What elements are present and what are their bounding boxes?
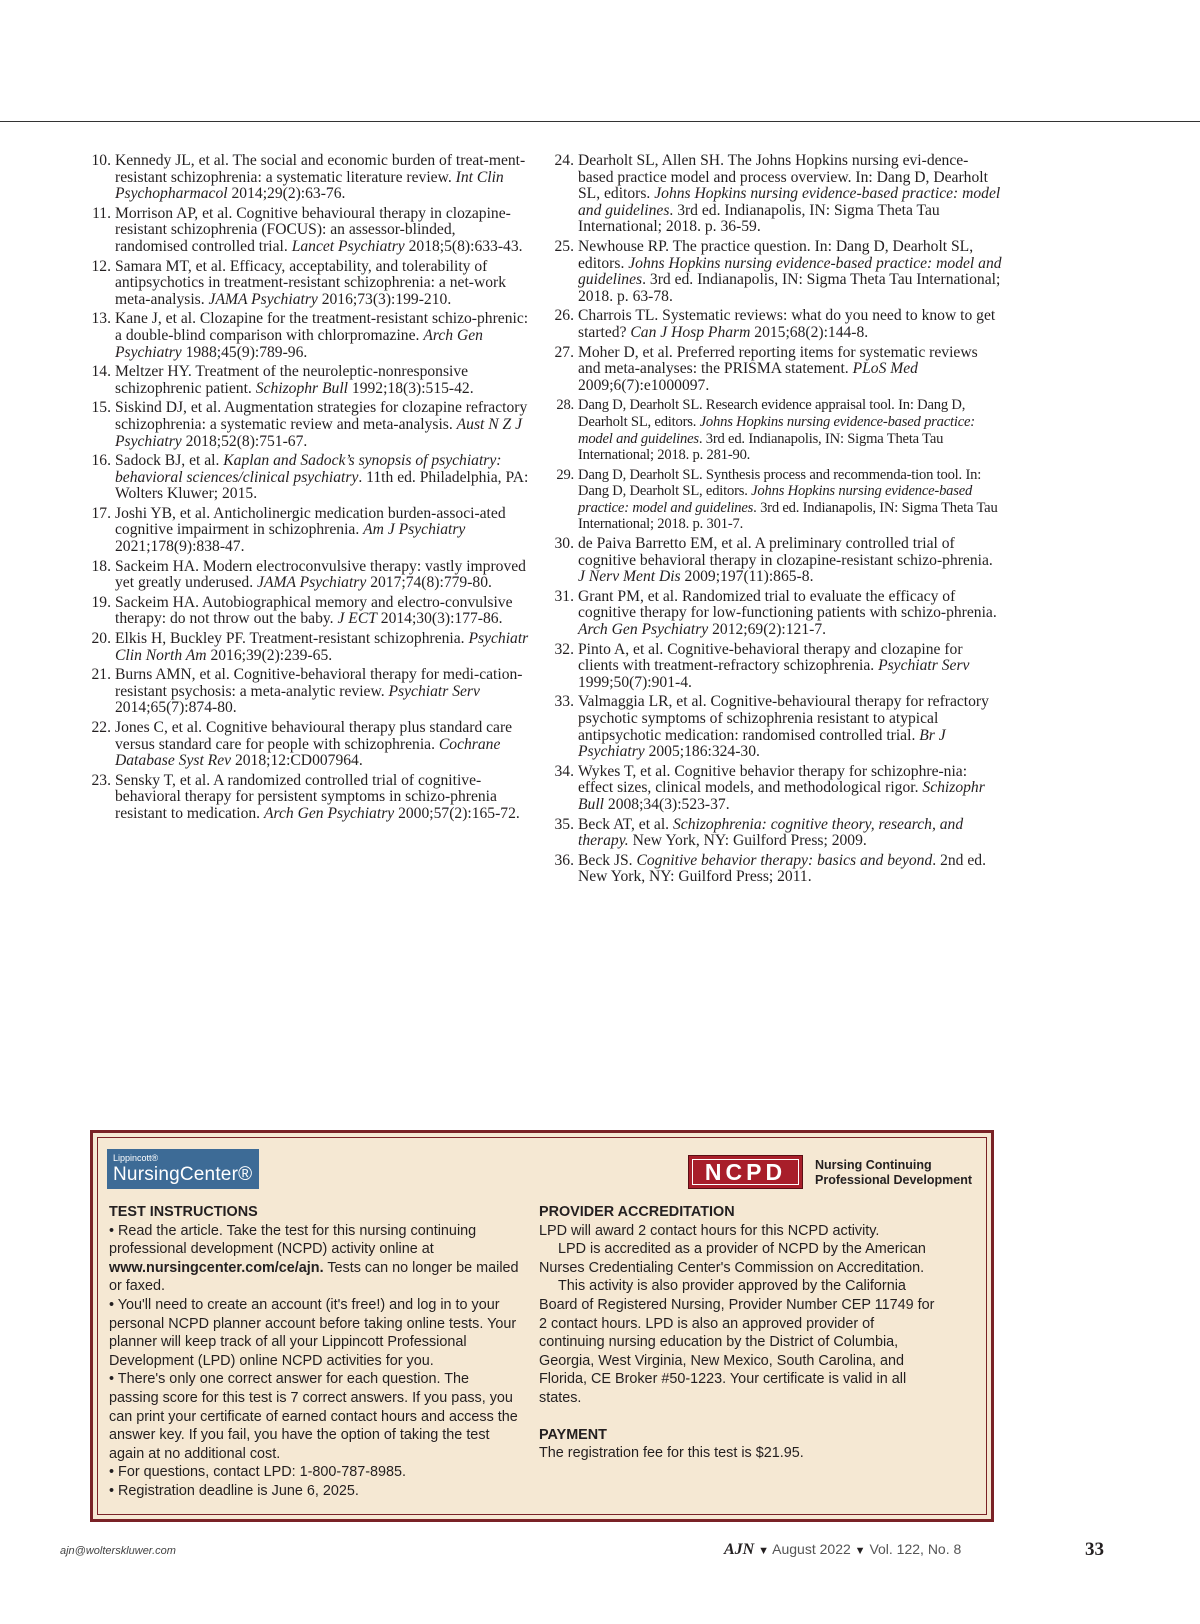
reference-fragment: . 3rd ed. Indianapolis, IN: Sigma Theta Tau International; 2018. p. 301-7. <box>578 499 998 533</box>
reference-source: Lancet Psychiatry <box>291 237 405 255</box>
reference-source: PLoS Med <box>852 360 918 378</box>
separator-1: ▼ <box>758 1545 770 1557</box>
reference-item <box>84 153 530 203</box>
test-instructions-heading: TEST INSTRUCTIONS <box>109 1204 258 1220</box>
reference-source: Arch Gen Psychiatry <box>263 804 395 822</box>
reference-fragment: Jones C, et al. Cognitive behavioural therapy plus standard care versus standard care for people with schizophrenia. <box>115 719 513 753</box>
reference-item <box>547 308 1002 341</box>
reference-fragment: Pinto A, et al. Cognitive-behavioral therapy and clozapine for clients with treatment-refractory schizophrenia. <box>578 640 963 675</box>
test-bullet-text: • There's only one correct answer for each question. The passing score for this test is 7 correct answers. If you pass, you can print your certificate of earned contact hours and access the answer key. If you fail, you have the option of taking the test again at no additional cost. <box>109 1371 518 1462</box>
reference-source: Johns Hopkins nursing evidence-based practice: model and guidelines <box>578 483 973 516</box>
reference-item <box>547 642 1002 692</box>
reference-fragment: Samara MT, et al. Efficacy, acceptability, and tolerability of antipsychotics in treatment-resistant schizophrenia: a net-work meta-analysis. <box>115 257 507 308</box>
reference-source: Johns Hopkins nursing evidence-based practice: model and guidelines <box>578 254 1002 289</box>
reference-number: 32. <box>554 640 574 658</box>
reference-item <box>84 453 530 503</box>
reference-text <box>115 400 530 450</box>
provider-para-1: LPD will award 2 contact hours for this NCPD activity. <box>539 1222 880 1239</box>
reference-fragment: . 2nd ed. New York, NY: Guilford Press; 2011. <box>578 851 986 886</box>
reference-fragment: Kennedy JL, et al. The social and economic burden of treat-ment-resistant schizophrenia: a systematic literature review. <box>115 152 526 186</box>
reference-source: Int Clin Psychopharmacol <box>115 168 504 203</box>
reference-text <box>115 153 530 203</box>
spacer <box>539 1408 939 1426</box>
reference-text <box>115 595 530 628</box>
payment-text: The registration fee for this test is $21.95. <box>539 1445 804 1462</box>
reference-text <box>115 311 530 361</box>
reference-source: Johns Hopkins nursing evidence-based practice: model and guidelines <box>578 413 975 447</box>
reference-source: Cochrane Database Syst Rev <box>115 735 501 770</box>
reference-number: 11. <box>92 204 111 222</box>
reference-text <box>578 764 1002 814</box>
reference-fragment: 2009;197(11):865-8. <box>680 568 814 586</box>
reference-fragment: Charrois TL. Systematic reviews: what do you need to know to get started? <box>578 307 996 341</box>
test-bullet <box>109 1222 519 1296</box>
reference-text <box>115 720 530 770</box>
reference-text <box>578 589 1002 639</box>
reference-fragment: Wykes T, et al. Cognitive behavior therapy for schizophre-nia: effect sizes, clinical models, and methodological rigor. <box>578 762 968 797</box>
test-bullet <box>109 1370 519 1463</box>
ncpd-logo-text: NCPD <box>692 1159 799 1185</box>
reference-fragment: Elkis H, Buckley PF. Treatment-resistant schizophrenia. <box>115 630 469 648</box>
reference-item <box>84 259 530 309</box>
reference-fragment: 2021;178(9):838-47. <box>115 538 245 556</box>
reference-number: 35. <box>554 815 574 833</box>
test-instructions <box>109 1203 519 1501</box>
reference-fragment: Dang D, Dearholt SL. Synthesis process and recommenda-tion tool. In: Dang D, Dearholt SL, editors. <box>578 466 982 500</box>
reference-number: 12. <box>91 257 111 275</box>
top-rule <box>0 121 1200 122</box>
reference-text <box>578 817 1002 850</box>
reference-fragment: Valmaggia LR, et al. Cognitive-behavioural therapy for refractory psychotic symptoms of schizophrenia resistant to atypical antipsychotic medication: randomised controlled trial. <box>578 693 989 744</box>
reference-text <box>578 308 1002 341</box>
reference-number: 23. <box>91 771 111 789</box>
reference-item <box>84 773 530 823</box>
reference-item <box>547 817 1002 850</box>
references-column-right <box>547 153 1002 889</box>
reference-source: J Nerv Ment Dis <box>578 568 681 586</box>
footer-journal-info <box>724 1541 961 1559</box>
reference-text <box>115 206 530 256</box>
reference-source: Schizophr Bull <box>578 779 985 813</box>
reference-number: 21. <box>91 666 111 684</box>
reference-fragment: Sackeim HA. Autobiographical memory and electro-convulsive therapy: do not throw out the baby. <box>115 593 513 628</box>
reference-item <box>84 400 530 450</box>
reference-fragment: Burns AMN, et al. Cognitive-behavioral therapy for medi-cation-resistant psychosis: a meta-analytic review. <box>115 666 523 700</box>
reference-fragment: . 3rd ed. Indianapolis, IN: Sigma Theta Tau International; 2018. p. 36-59. <box>578 201 940 236</box>
reference-source: Can J Hosp Pharm <box>630 323 751 341</box>
reference-fragment: 2018;52(8):751-67. <box>181 432 308 450</box>
reference-fragment: New York, NY: Guilford Press; 2009. <box>628 832 867 850</box>
reference-number: 22. <box>91 719 111 736</box>
reference-number: 15. <box>91 399 111 417</box>
reference-source: JAMA Psychiatry <box>208 290 318 308</box>
reference-fragment: 2014;65(7):874-80. <box>115 699 237 717</box>
references-column-left <box>84 153 530 826</box>
reference-item <box>84 631 530 664</box>
reference-number: 27. <box>554 343 574 361</box>
reference-text <box>578 642 1002 692</box>
reference-fragment: Sadock BJ, et al. <box>115 452 224 470</box>
reference-item <box>547 764 1002 814</box>
reference-item <box>84 311 530 361</box>
reference-fragment: Joshi YB, et al. Anticholinergic medication burden-associ-ated cognitive impairment in schizophrenia. <box>115 504 506 539</box>
reference-fragment: Kane J, et al. Clozapine for the treatment-resistant schizo-phrenic: a double-blind comparison with chlorpromazine. <box>115 310 529 344</box>
reference-source: Cognitive behavior therapy: basics and beyond <box>636 851 933 869</box>
nursingcenter-logo <box>107 1149 259 1189</box>
journal-name: AJN <box>724 1541 755 1558</box>
reference-fragment: Grant PM, et al. Randomized trial to evaluate the efficacy of cognitive therapy for low-functioning patients with schizo-phrenia. <box>578 587 997 622</box>
provider-para-3: This activity is also provider approved by the California Board of Registered Nursing, Provider Number CEP 11749 for 2 contact hours. LPD is also an approved provider of continuing nursing education by the District of Columbia, Georgia, West Virginia, New Mexico, South Carolina, and Florida, CE Broker #50-1223. Your certificate is valid in all states. <box>539 1278 935 1406</box>
reference-fragment: . 3rd ed. Indianapolis, IN: Sigma Theta Tau International; 2018. p. 281-90. <box>578 430 944 464</box>
ncpd-caption-line2: Professional Development <box>815 1173 972 1187</box>
reference-number: 17. <box>91 504 111 522</box>
test-bullet <box>109 1296 519 1370</box>
reference-text <box>578 694 1002 760</box>
reference-fragment: Moher D, et al. Preferred reporting items for systematic reviews and meta-analyses: the PRISMA statement. <box>578 343 978 378</box>
ncpd-caption <box>815 1158 972 1188</box>
reference-item <box>547 239 1002 305</box>
reference-fragment: 2005;186:324-30. <box>644 743 760 761</box>
test-bullet-text: • Read the article. Take the test for this nursing continuing professional development (NCPD) activity online at <box>109 1222 477 1258</box>
reference-fragment: 2018;12:CD007964. <box>231 752 363 770</box>
reference-item <box>547 345 1002 395</box>
reference-text <box>578 536 1002 586</box>
reference-source: Johns Hopkins nursing evidence-based practice: model and guidelines <box>578 185 1001 219</box>
reference-source: JAMA Psychiatry <box>257 574 367 592</box>
reference-source: Am J Psychiatry <box>363 521 466 539</box>
issue-volume: Vol. 122, No. 8 <box>869 1541 962 1557</box>
reference-fragment: . 11th ed. Philadelphia, PA: Wolters Kluwer; 2015. <box>115 468 529 503</box>
reference-text <box>115 364 530 397</box>
reference-fragment: 1999;50(7):901-4. <box>578 673 692 691</box>
reference-number: 26. <box>554 307 574 325</box>
reference-fragment: Siskind DJ, et al. Augmentation strategies for clozapine refractory schizophrenia: a systematic review and meta-analysis. <box>115 399 528 433</box>
reference-source: Arch Gen Psychiatry <box>115 326 483 361</box>
reference-item <box>84 595 530 628</box>
reference-number: 14. <box>91 363 111 381</box>
reference-item <box>84 720 530 770</box>
reference-fragment: 2009;6(7):e1000097. <box>578 376 710 394</box>
reference-number: 25. <box>554 237 574 255</box>
test-bullet-text: Tests can no longer be mailed or faxed. <box>109 1259 519 1295</box>
reference-source: Br J Psychiatry <box>578 726 946 761</box>
reference-item <box>84 667 530 717</box>
test-url: www.nursingcenter.com/ce/ajn. <box>109 1259 324 1276</box>
reference-number: 24. <box>554 152 574 169</box>
reference-source: Psychiatr Serv <box>878 657 970 675</box>
reference-fragment: 2014;30(3):177-86. <box>376 610 503 628</box>
reference-item <box>547 397 1002 463</box>
reference-fragment: 2015;68(2):144-8. <box>750 323 869 341</box>
reference-item <box>84 559 530 592</box>
reference-fragment: 2017;74(8):779-80. <box>366 574 492 592</box>
reference-item <box>84 206 530 256</box>
reference-number: 18. <box>91 557 111 575</box>
reference-source: J ECT <box>337 610 377 628</box>
reference-text <box>115 559 530 592</box>
logo-small-text: Lippincott® <box>113 1153 159 1163</box>
reference-fragment: 2000;57(2):165-72. <box>394 804 520 822</box>
reference-text <box>578 345 1002 395</box>
reference-number: 13. <box>91 310 111 328</box>
test-bullets <box>109 1222 519 1501</box>
reference-text <box>115 667 530 717</box>
reference-number: 29. <box>556 466 574 483</box>
reference-source: Aust N Z J Psychiatry <box>115 415 523 450</box>
reference-fragment: 1988;45(9):789-96. <box>181 343 308 361</box>
reference-fragment: 2016;39(2):239-65. <box>206 646 333 664</box>
reference-number: 33. <box>554 693 574 711</box>
reference-fragment: . 3rd ed. Indianapolis, IN: Sigma Theta Tau International; 2018. p. 63-78. <box>578 271 1001 305</box>
reference-source: Psychiatr Serv <box>388 682 480 700</box>
logo-big-text: NursingCenter® <box>113 1164 253 1185</box>
reference-fragment: Newhouse RP. The practice question. In: Dang D, Dearholt SL, editors. <box>578 237 974 272</box>
reference-number: 19. <box>91 593 111 611</box>
reference-item <box>84 506 530 556</box>
reference-fragment: Morrison AP, et al. Cognitive behavioural therapy in clozapine-resistant schizophrenia (FOCUS): an assessor-blinded, randomised controlled trial. <box>115 204 511 255</box>
reference-fragment: 2012;69(2):121-7. <box>708 621 827 639</box>
issue-date: August 2022 <box>772 1541 851 1557</box>
test-bullet-text: • For questions, contact LPD: 1-800-787-8985. <box>109 1464 407 1481</box>
reference-fragment: 1992;18(3):515-42. <box>348 379 474 397</box>
reference-number: 31. <box>554 587 574 605</box>
ncpd-test-box <box>90 1130 994 1522</box>
reference-text <box>578 467 1002 533</box>
reference-fragment: 2018;5(8):633-43. <box>404 237 523 255</box>
reference-fragment: Beck AT, et al. <box>578 815 673 833</box>
test-bullet <box>109 1482 519 1501</box>
reference-item <box>84 364 530 397</box>
reference-source: Schizophr Bull <box>255 379 348 397</box>
reference-fragment: Sensky T, et al. A randomized controlled trial of cognitive-behavioral therapy for persistent symptoms in schizo-phrenia resistant to medication. <box>115 771 497 822</box>
separator-2: ▼ <box>854 1545 866 1557</box>
provider-accreditation <box>539 1203 939 1463</box>
test-bullet-text: • You'll need to create an account (it's free!) and log in to your personal NCPD planner account before taking online tests. Your planner will keep track of all your Lippincott Professional Development (LPD) online NCPD activities for you. <box>109 1296 517 1369</box>
reference-fragment: Dearholt SL, Allen SH. The Johns Hopkins nursing evi-dence-based practice model and process overview. In: Dang D, Dearholt SL, editors. <box>578 152 988 203</box>
reference-number: 30. <box>554 535 574 553</box>
reference-text <box>115 631 530 664</box>
page-number: 33 <box>1085 1539 1104 1560</box>
reference-fragment: 2016;73(3):199-210. <box>317 290 452 308</box>
reference-fragment: Dang D, Dearholt SL. Research evidence appraisal tool. In: Dang D, Dearholt SL, editors. <box>578 397 966 430</box>
reference-text <box>578 397 1002 463</box>
footer-email: ajn@wolterskluwer.com <box>60 1545 176 1557</box>
reference-source: Schizophrenia: cognitive theory, research, and therapy. <box>578 815 964 850</box>
reference-item <box>547 153 1002 236</box>
reference-text <box>578 239 1002 305</box>
reference-item <box>547 853 1002 886</box>
reference-item <box>547 536 1002 586</box>
reference-fragment: 2008;34(3):523-37. <box>604 795 730 813</box>
reference-fragment: de Paiva Barretto EM, et al. A preliminary controlled trial of cognitive behavioral therapy in clozapine-resistant schizo-phrenia. <box>578 535 993 569</box>
provider-para-2: LPD is accredited as a provider of NCPD by the American Nurses Credentialing Center's Commission on Accreditation. <box>539 1241 926 1276</box>
reference-fragment: Sackeim HA. Modern electroconvulsive therapy: vastly improved yet greatly underused. <box>115 557 526 592</box>
payment-heading: PAYMENT <box>539 1426 607 1443</box>
reference-fragment: Beck JS. <box>578 851 637 869</box>
reference-number: 20. <box>91 630 111 648</box>
reference-number: 16. <box>91 452 111 470</box>
reference-number: 28. <box>556 397 574 414</box>
reference-text <box>115 259 530 309</box>
reference-source: Arch Gen Psychiatry <box>578 621 709 639</box>
provider-heading: PROVIDER ACCREDITATION <box>539 1204 735 1220</box>
reference-item <box>547 467 1002 533</box>
reference-text <box>115 773 530 823</box>
reference-fragment: 2014;29(2):63-76. <box>227 185 346 203</box>
test-bullet <box>109 1463 519 1482</box>
test-bullet-text: • Registration deadline is June 6, 2025. <box>109 1482 359 1499</box>
ncpd-logo <box>688 1155 803 1189</box>
reference-item <box>547 589 1002 639</box>
reference-number: 36. <box>554 851 574 869</box>
reference-source: Psychiatr Clin North Am <box>115 630 529 664</box>
reference-text <box>578 153 1002 236</box>
reference-source: Kaplan and Sadock’s synopsis of psychiatry: behavioral sciences/clinical psychiatry <box>115 452 502 486</box>
reference-number: 10. <box>91 152 111 169</box>
reference-item <box>547 694 1002 760</box>
reference-fragment: Meltzer HY. Treatment of the neuroleptic-nonresponsive schizophrenic patient. <box>115 363 469 397</box>
reference-number: 34. <box>554 762 574 780</box>
reference-text <box>578 853 1002 886</box>
ncpd-caption-line1: Nursing Continuing <box>815 1158 932 1172</box>
reference-text <box>115 453 530 503</box>
reference-text <box>115 506 530 556</box>
